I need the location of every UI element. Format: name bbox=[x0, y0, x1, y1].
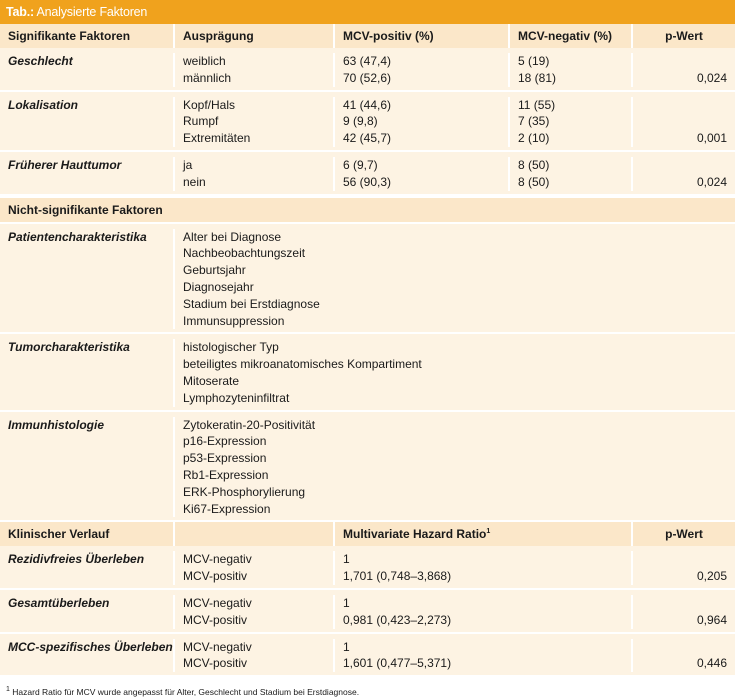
p-value-cell-line: 0,001 bbox=[696, 131, 727, 146]
header-clinical-p-value: p-Wert bbox=[665, 527, 703, 542]
clinical-rows bbox=[0, 546, 735, 677]
significant-rows bbox=[0, 48, 735, 196]
footnote bbox=[0, 677, 735, 699]
factor-cell bbox=[0, 53, 175, 87]
level-cell-line: Extremitäten bbox=[183, 131, 251, 146]
header-p-value: p-Wert bbox=[665, 29, 703, 43]
item-line: Mitoserate bbox=[183, 373, 240, 388]
table-row bbox=[0, 412, 735, 523]
p-value-cell-line: 0,964 bbox=[696, 612, 727, 627]
level-cell-line: MCV-negativ bbox=[183, 595, 252, 610]
level-cell-line: Kopf/Hals bbox=[183, 97, 236, 112]
factor-name: Gesamtüberleben bbox=[8, 595, 110, 610]
header-clinical-empty bbox=[175, 522, 335, 546]
footnote-marker: 1 bbox=[6, 686, 10, 694]
mcv-negative-cell bbox=[510, 97, 633, 147]
hazard-ratio-cell-line: 1,601 (0,477–5,371) bbox=[343, 656, 452, 671]
mcv-negative-cell-line: 18 (81) bbox=[518, 70, 557, 85]
p-value-cell-line bbox=[633, 639, 735, 656]
mcv-positive-cell-line: 6 (9,7) bbox=[343, 157, 378, 172]
header-row-significant bbox=[0, 24, 735, 48]
level-cell-line: MCV-positiv bbox=[183, 656, 248, 671]
header-mcv-negative: MCV-negativ (%) bbox=[510, 24, 633, 48]
hazard-ratio-cell-line: 1 bbox=[343, 595, 350, 610]
p-value-cell bbox=[633, 97, 735, 147]
mcv-positive-cell-line: 63 (47,4) bbox=[343, 54, 392, 68]
p-value-cell-line bbox=[633, 97, 735, 114]
header-factor: Signifikante Faktoren bbox=[0, 24, 175, 48]
table-row bbox=[0, 546, 735, 590]
item-line: Ki67-Expression bbox=[183, 501, 271, 516]
factor-name: Tumorcharakteristika bbox=[8, 340, 130, 355]
factor-cell bbox=[0, 97, 175, 147]
level-cell-line: ja bbox=[183, 157, 193, 172]
item-line: p16-Expression bbox=[183, 434, 267, 449]
factor-name: Früherer Hauttumor bbox=[8, 157, 122, 172]
item-line: Zytokeratin-20-Positivität bbox=[183, 417, 316, 432]
hazard-ratio-cell bbox=[335, 639, 633, 673]
mcv-positive-cell-line: 9 (9,8) bbox=[343, 114, 378, 129]
footnote-text: Hazard Ratio für MCV wurde angepasst für Alter, Geschlecht und Stadium bei Erstdiagnose. bbox=[12, 687, 360, 698]
table-row bbox=[0, 48, 735, 92]
level-cell-line: nein bbox=[183, 174, 206, 189]
p-value-cell bbox=[633, 551, 735, 585]
p-value-cell-line bbox=[633, 113, 735, 130]
item-line: histologischer Typ bbox=[183, 340, 279, 355]
hazard-ratio-cell-line: 1,701 (0,748–3,868) bbox=[343, 569, 452, 584]
level-cell-line: weiblich bbox=[183, 54, 226, 68]
factor-cell bbox=[0, 417, 175, 518]
factor-cell bbox=[0, 339, 175, 406]
items-cell bbox=[175, 229, 735, 330]
header-row-clinical bbox=[0, 522, 735, 546]
item-line: Rb1-Expression bbox=[183, 467, 269, 482]
level-cell-line: MCV-positiv bbox=[183, 569, 248, 584]
p-value-cell-line bbox=[633, 595, 735, 612]
table-row bbox=[0, 334, 735, 411]
mcv-negative-cell-line: 8 (50) bbox=[518, 157, 550, 172]
p-value-cell bbox=[633, 53, 735, 87]
hazard-ratio-cell bbox=[335, 595, 633, 629]
p-value-cell-line bbox=[633, 157, 735, 174]
factor-cell bbox=[0, 551, 175, 585]
mcv-positive-cell bbox=[335, 53, 510, 87]
table-row bbox=[0, 224, 735, 335]
item-line: Lymphozyteninfiltrat bbox=[183, 390, 290, 405]
factor-cell bbox=[0, 595, 175, 629]
hazard-ratio-cell-line: 0,981 (0,423–2,273) bbox=[343, 612, 452, 627]
p-value-cell-line: 0,024 bbox=[696, 174, 727, 189]
level-cell bbox=[175, 639, 335, 673]
mcv-positive-cell-line: 42 (45,7) bbox=[343, 131, 392, 146]
item-line: Alter bei Diagnose bbox=[183, 229, 282, 244]
mcv-positive-cell-line: 56 (90,3) bbox=[343, 174, 392, 189]
p-value-cell-line: 0,446 bbox=[696, 656, 727, 671]
items-cell bbox=[175, 339, 735, 406]
hazard-ratio-cell-line: 1 bbox=[343, 639, 350, 654]
level-cell-line: MCV-positiv bbox=[183, 612, 248, 627]
items-cell bbox=[175, 417, 735, 518]
item-line: beteiligtes mikroanatomisches Kompartiment bbox=[183, 357, 422, 372]
item-line: Stadium bei Erstdiagnose bbox=[183, 296, 320, 311]
level-cell bbox=[175, 53, 335, 87]
header-clinical-course: Klinischer Verlauf bbox=[0, 522, 175, 546]
header-hazard-ratio-text: Multivariate Hazard Ratio bbox=[343, 527, 487, 542]
header-hazard-ratio-sup: 1 bbox=[486, 528, 491, 536]
hazard-ratio-cell-line: 1 bbox=[343, 552, 350, 567]
p-value-cell-line bbox=[633, 53, 735, 70]
level-cell-line: MCV-negativ bbox=[183, 639, 252, 654]
mcv-negative-cell-line: 2 (10) bbox=[518, 131, 550, 146]
table-row bbox=[0, 152, 735, 196]
table-row bbox=[0, 590, 735, 634]
header-hazard-ratio bbox=[335, 522, 633, 546]
item-line: Diagnosejahr bbox=[183, 279, 254, 294]
level-cell bbox=[175, 157, 335, 191]
nonsignificant-rows bbox=[0, 224, 735, 523]
p-value-cell bbox=[633, 157, 735, 191]
table-row bbox=[0, 92, 735, 152]
item-line: Geburtsjahr bbox=[183, 263, 246, 278]
item-line: Nachbeobachtungszeit bbox=[183, 246, 306, 261]
factor-name: Rezidivfreies Überleben bbox=[8, 552, 145, 567]
p-value-cell-line: 0,205 bbox=[696, 569, 727, 584]
factor-name: Lokalisation bbox=[8, 97, 79, 112]
factor-cell bbox=[0, 639, 175, 673]
mcv-positive-cell-line: 41 (44,6) bbox=[343, 97, 392, 112]
mcv-negative-cell-line: 8 (50) bbox=[518, 174, 550, 189]
table-title bbox=[0, 0, 735, 24]
header-mcv-positive: MCV-positiv (%) bbox=[335, 24, 510, 48]
mcv-positive-cell-line: 70 (52,6) bbox=[343, 70, 392, 85]
level-cell-line: männlich bbox=[183, 70, 232, 85]
nonsignificant-header: Nicht-signifikante Faktoren bbox=[0, 196, 735, 224]
mcv-negative-cell-line: 11 (55) bbox=[518, 97, 556, 112]
level-cell bbox=[175, 595, 335, 629]
mcv-positive-cell bbox=[335, 157, 510, 191]
p-value-cell bbox=[633, 595, 735, 629]
p-value-cell bbox=[633, 639, 735, 673]
level-cell-line: Rumpf bbox=[183, 114, 219, 129]
p-value-cell-line bbox=[633, 551, 735, 568]
factor-cell bbox=[0, 157, 175, 191]
mcv-negative-cell-line: 7 (35) bbox=[518, 114, 550, 129]
table-title-prefix: Tab.: bbox=[6, 5, 34, 19]
factor-name: Immunhistologie bbox=[8, 417, 104, 432]
header-level: Ausprägung bbox=[175, 24, 335, 48]
factor-name: Patientencharakteristika bbox=[8, 229, 147, 244]
factor-name: Geschlecht bbox=[8, 54, 73, 68]
p-value-cell-line: 0,024 bbox=[696, 70, 727, 85]
level-cell bbox=[175, 551, 335, 585]
mcv-negative-cell-line: 5 (19) bbox=[518, 54, 550, 68]
item-line: p53-Expression bbox=[183, 451, 267, 466]
item-line: Immunsuppression bbox=[183, 313, 285, 328]
factor-name: MCC-spezifisches Überleben bbox=[8, 639, 173, 654]
level-cell bbox=[175, 97, 335, 147]
hazard-ratio-cell bbox=[335, 551, 633, 585]
mcv-positive-cell bbox=[335, 97, 510, 147]
mcv-negative-cell bbox=[510, 157, 633, 191]
item-line: ERK-Phosphorylierung bbox=[183, 484, 306, 499]
factor-cell bbox=[0, 229, 175, 330]
level-cell-line: MCV-negativ bbox=[183, 552, 252, 567]
mcv-negative-cell bbox=[510, 53, 633, 87]
table-title-text: Analysierte Faktoren bbox=[36, 5, 148, 19]
